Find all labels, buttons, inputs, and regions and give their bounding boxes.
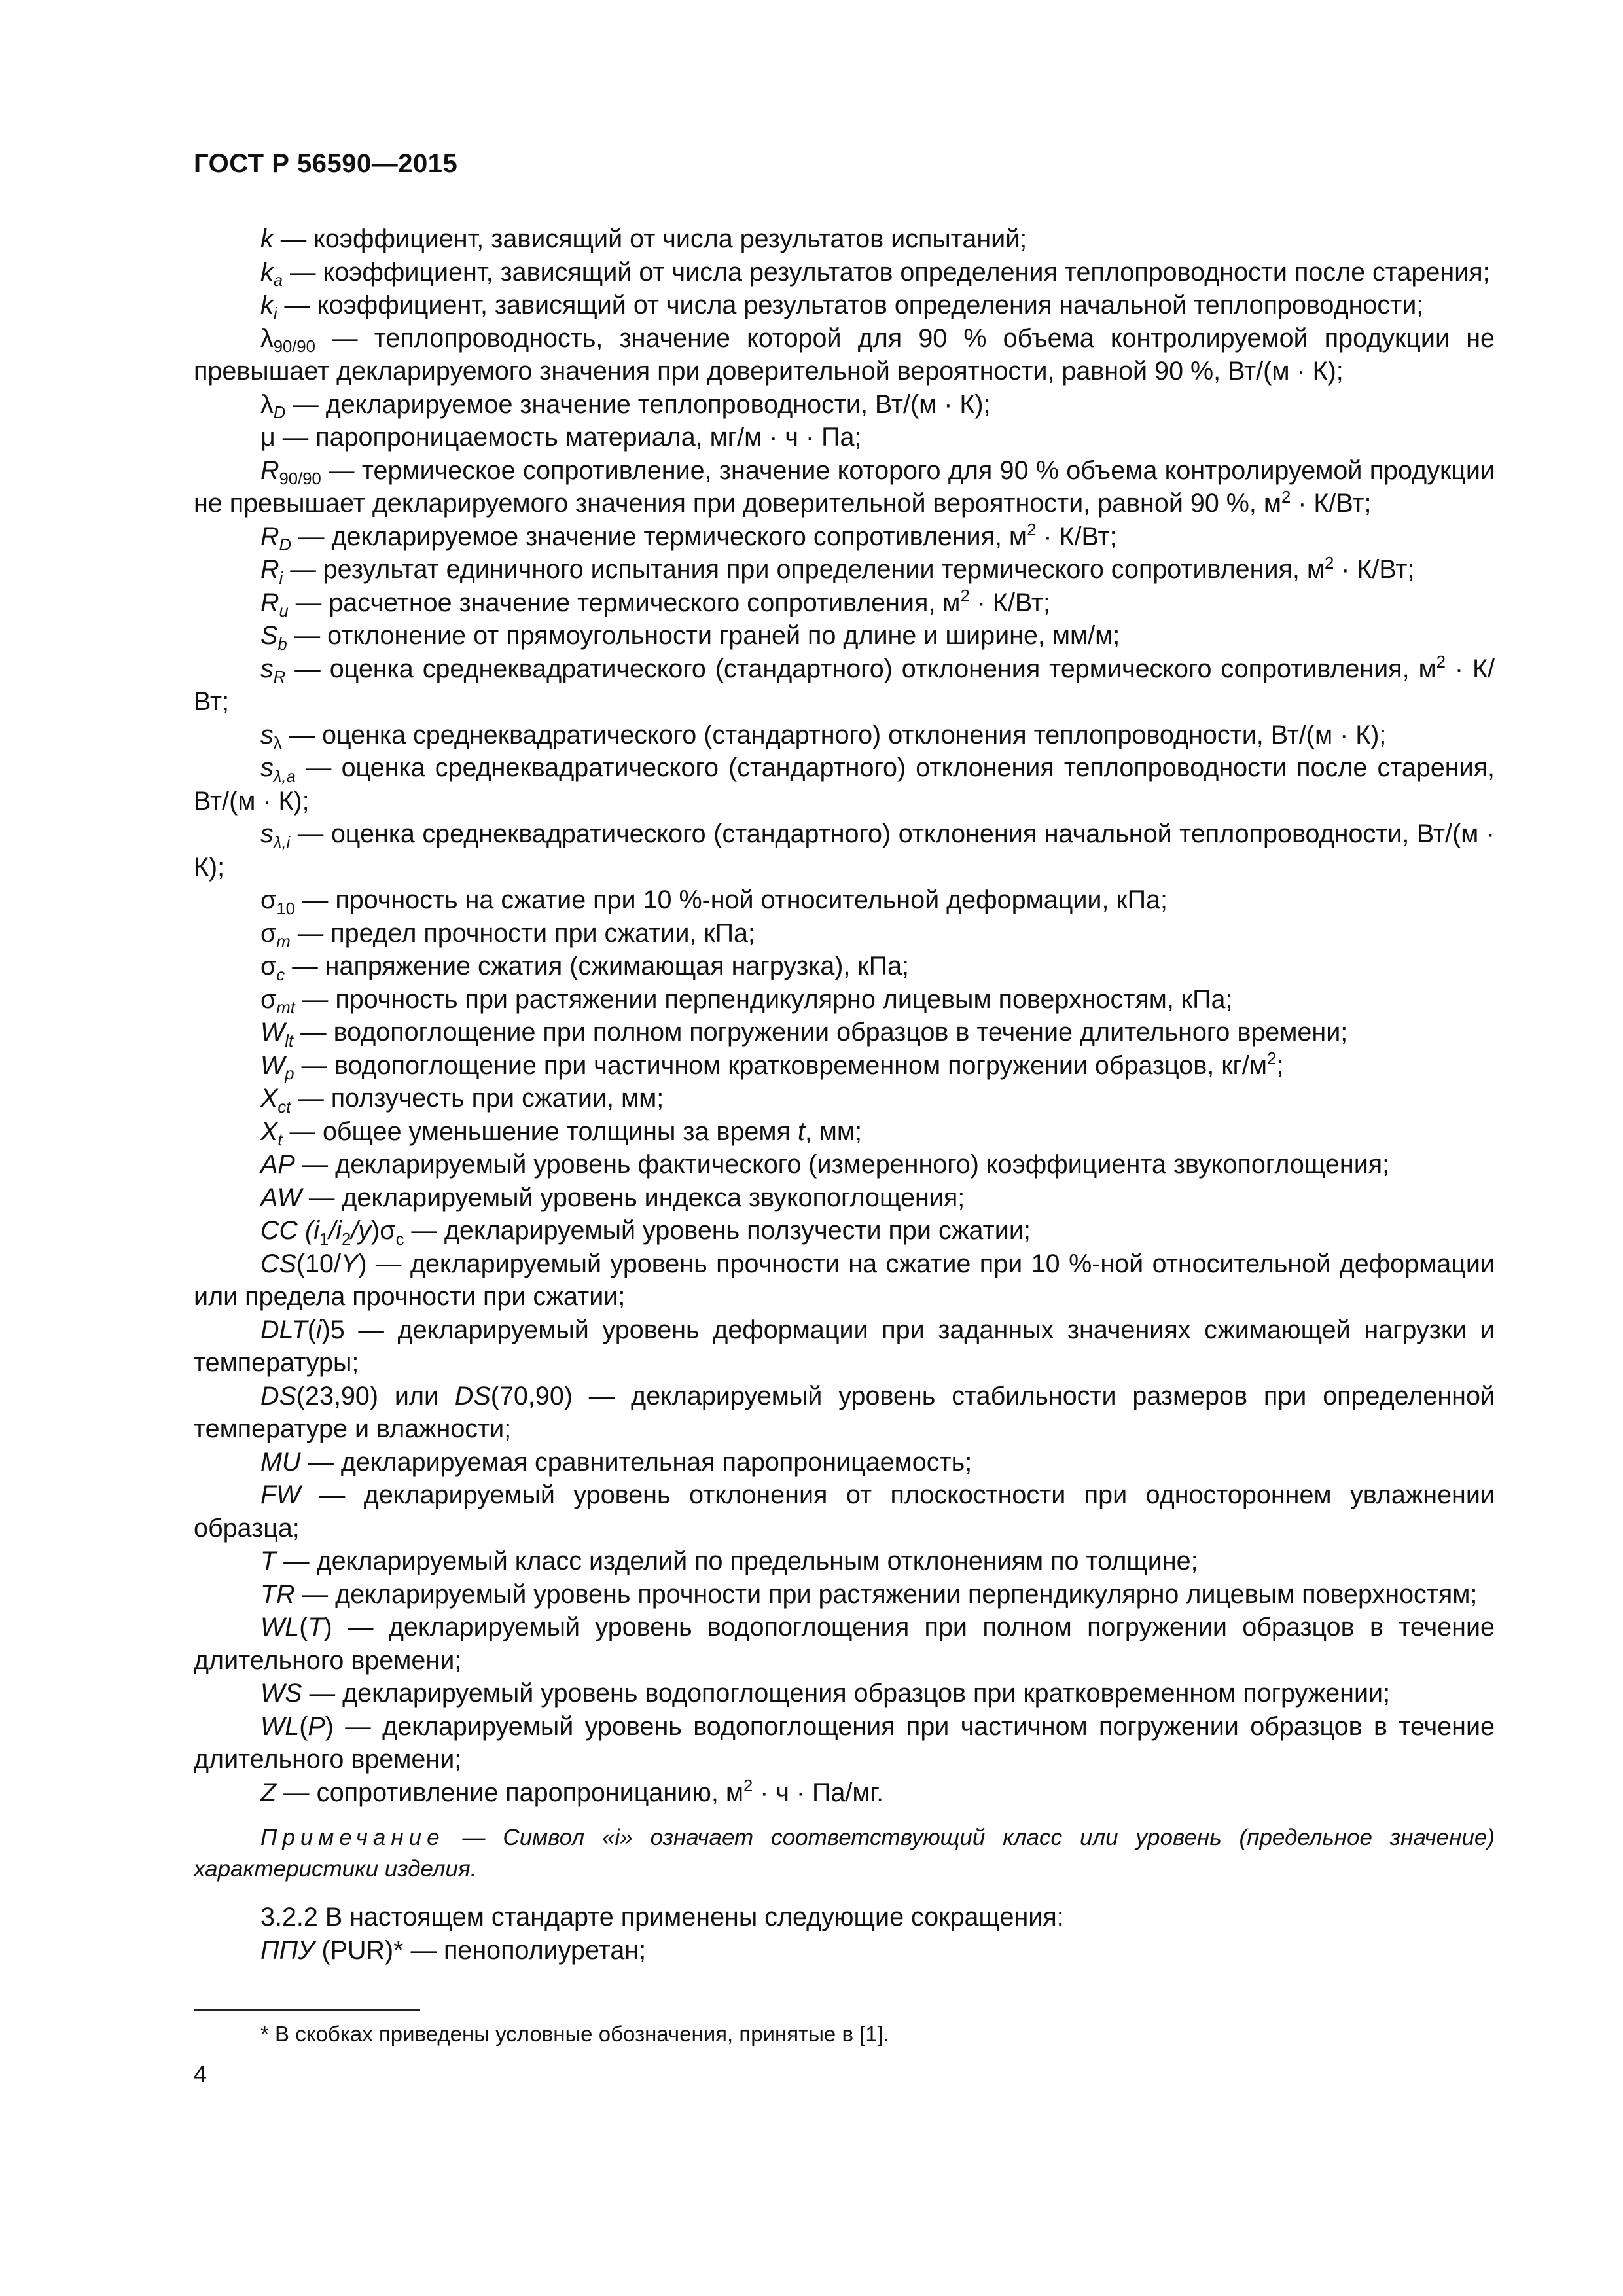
definition-line: $\sigma_m$ — предел прочности при сжатии, кПа; — [260, 918, 755, 952]
definition-line: WL(T) — декларируемый уровень водопоглощения при полном погружении образцов в течение длительного времени; — [194, 1613, 1495, 1675]
definition-line: $W_{lt}$ — водопоглощение при полном погружении образцов в течение длительного времени; — [260, 1018, 1348, 1050]
definition-line: $\lambda_D$ — декларируемое значение теплопроводности, Вт/(м · К); — [260, 389, 991, 423]
definition-line: $X_t$ — общее уменьшение толщины за время t, мм; — [260, 1117, 863, 1150]
definition-line: TR — декларируемый уровень прочности при растяжении перпендикулярно лицевым поверхностям; — [260, 1579, 1478, 1609]
page-number: 4 — [194, 2060, 207, 2087]
definition-line: $\sigma_{10}$ — прочность на сжатие при 10 %-ной относительной деформации, кПа; — [260, 886, 1168, 918]
definition-line: $R_u$ — расчетное значение термического сопротивления, $м^2 \cdot К/Вт$; — [260, 587, 1050, 621]
definition-line: μ — паропроницаемость материала, мг/м · ч · Па; — [260, 423, 862, 452]
definition-line: MU — декларируемая сравнительная паропроницаемость; — [260, 1447, 972, 1477]
definition-line: $R_{90/90}$ — термическое сопротивление, значение которого для 90 % объема контролируемой продукции не превышает декларируемого значения при доверительной вероятности, равной 90 %, $м^2 \cdot К/Вт$; — [194, 456, 1495, 518]
definition-line: $s_{\lambda,i}$ — оценка среднеквадратического (стандартного) отклонения начальной теплопроводности, Вт/(м · К); — [194, 819, 1495, 882]
definition-line: AP — декларируемый уровень фактического (измеренного) коэффициента звукопоглощения; — [260, 1150, 1390, 1179]
definition-line: $\sigma_c$ — напряжение сжатия (сжимающая нагрузка), кПа; — [260, 952, 910, 984]
definition-line: $\sigma_{mt}$ — прочность при растяжении перпендикулярно лицевым поверхностям, кПа; — [260, 984, 1233, 1018]
definition-line: $s_R$ — оценка среднеквадратического (стандартного) отклонения термического сопротивления, $м^2 \cdot К/Вт$; — [194, 653, 1495, 716]
section-heading: 3.2.2 В настоящем стандарте применены следующие сокращения: — [260, 1903, 1064, 1931]
definition-line: AW — декларируемый уровень индекса звукопоглощения; — [260, 1183, 965, 1212]
symbol-definitions — [194, 223, 1495, 1967]
definition-line: $s_{\lambda,a}$ — оценка среднеквадратического (стандартного) отклонения теплопроводности после старения, Вт/(м · К); — [194, 753, 1495, 816]
definition-line: CC $(i_1/i_2/y)\sigma_c$ — декларируемый уровень ползучести при сжатии; — [260, 1216, 1031, 1249]
definition-line: k — коэффициент, зависящий от числа результатов испытаний; — [260, 224, 1027, 253]
definition-line: WL(P) — декларируемый уровень водопоглощения при частичном погружении образцов в течение длительного времени; — [194, 1712, 1495, 1774]
note: Примечание — Символ «i» означает соответствующий класс или уровень (предельное значение) характеристики изделия. — [194, 1825, 1495, 1882]
definition-line: $s_\lambda$ — оценка среднеквадратического (стандартного) отклонения теплопроводности, Вт/(м · К); — [260, 720, 1387, 753]
definition-line: T — декларируемый класс изделий по предельным отклонениям по толщине; — [260, 1547, 1198, 1575]
definition-line: FW — декларируемый уровень отклонения от плоскостности при одностороннем увлажнении образца; — [194, 1480, 1495, 1543]
definition-line: $\lambda_{90/90}$ — теплопроводность, значение которой для 90 % объема контролируемой продукции не превышает декларируемого значения при доверительной вероятности, равной 90 %, Вт/(м · К); — [194, 323, 1495, 386]
footnote: * В скобках приведены условные обозначения, принятые в [1]. — [260, 2022, 889, 2046]
definition-line: $k_a$ — коэффициент, зависящий от числа результатов определения теплопроводности после старения; — [260, 257, 1490, 291]
definition-line: DLT(i)5 — декларируемый уровень деформации при заданных значениях сжимающей нагрузки и температуры; — [194, 1315, 1495, 1377]
definition-line: Z — сопротивление паропроницанию, $м^2 \cdot ч \cdot Па/мг$. — [260, 1777, 884, 1807]
definition-line: $R_i$ — результат единичного испытания при определении термического сопротивления, $м^2 \cdot К/Вт$; — [260, 554, 1415, 588]
definition-line: $R_D$ — декларируемое значение термического сопротивления, $м^2 \cdot К/Вт$; — [260, 521, 1117, 555]
definition-line: DS(23,90) или DS(70,90) — декларируемый уровень стабильности размеров при определенной температуре и влажности; — [194, 1381, 1495, 1443]
definition-line: CS(10/Y) — декларируемый уровень прочности на сжатие при 10 %-ной относительной деформации или предела прочности при сжатии; — [194, 1249, 1495, 1311]
document-header: ГОСТ Р 56590—2015 — [194, 149, 458, 178]
abbreviation-line: ППУ (PUR)* — пенополиуретан; — [260, 1935, 647, 1965]
definition-line: $S_b$ — отклонение от прямоугольности граней по длине и ширине, мм/м; — [260, 621, 1120, 654]
definition-line: $W_p$ — водопоглощение при частичном кратковременном погружении образцов, $кг/м^2$; — [260, 1050, 1284, 1084]
footnote-divider — [194, 2009, 420, 2011]
definition-line: WS — декларируемый уровень водопоглощения образцов при кратковременном погружении; — [260, 1679, 1391, 1708]
definition-line: $X_{ct}$ — ползучесть при сжатии, мм; — [260, 1084, 664, 1117]
definition-line: $k_i$ — коэффициент, зависящий от числа результатов определения начальной теплопроводности; — [260, 291, 1424, 323]
